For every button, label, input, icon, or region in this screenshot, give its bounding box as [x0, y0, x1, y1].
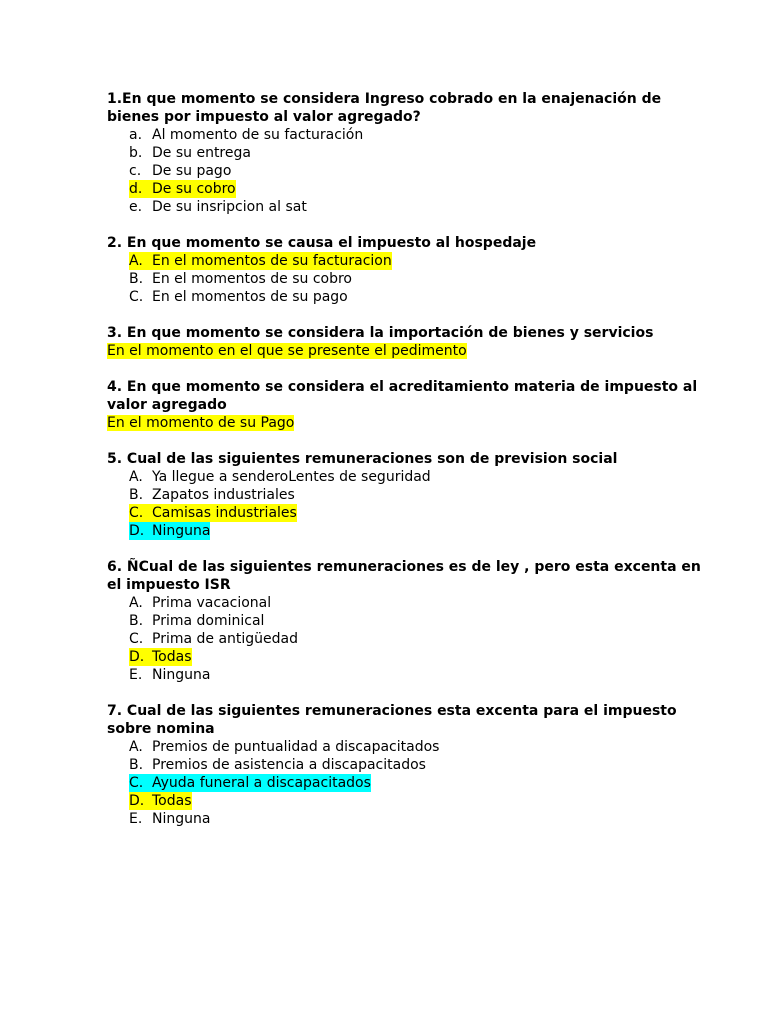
option-marker: C. [129, 631, 144, 647]
highlighted-answer: En el momento en el que se presente el pedimento [107, 343, 467, 359]
question-block [107, 558, 707, 684]
answer-line [107, 414, 707, 432]
option-content [129, 198, 307, 216]
answer-line [107, 342, 707, 360]
option-text: Ayuda funeral a discapacitados [152, 775, 371, 791]
option-content [129, 126, 363, 144]
question-title: 1.En que momento se considera Ingreso cobrado en la enajenación de bienes por impuesto al valor agregado? [107, 91, 666, 125]
highlighted-answer [129, 252, 392, 270]
option-content [129, 270, 352, 288]
option-item [129, 486, 707, 504]
option-text: De su pago [152, 163, 232, 179]
option-content [129, 288, 348, 306]
option-marker: B. [129, 487, 144, 503]
option-marker: E. [129, 811, 143, 827]
option-text: En el momentos de su facturacion [152, 253, 392, 269]
option-marker: d. [129, 181, 143, 197]
option-marker: D. [129, 523, 145, 539]
option-item [129, 468, 707, 486]
question-block [107, 90, 707, 216]
option-list [107, 252, 707, 306]
question-title: 2. En que momento se causa el impuesto al hospedaje [107, 235, 537, 251]
option-content [129, 612, 264, 630]
option-item [129, 504, 707, 522]
option-text: Todas [152, 649, 192, 665]
option-content [129, 738, 439, 756]
option-list [107, 738, 707, 828]
option-item [129, 252, 707, 270]
option-content [129, 810, 210, 828]
highlighted-answer: En el momento de su Pago [107, 415, 295, 431]
option-marker: D. [129, 793, 145, 809]
option-content [129, 630, 298, 648]
option-text: En el momentos de su cobro [152, 271, 352, 287]
option-text: De su cobro [152, 181, 236, 197]
option-marker: C. [129, 289, 144, 305]
option-item [129, 648, 707, 666]
option-text: Ninguna [152, 811, 211, 827]
option-text: Al momento de su facturación [152, 127, 364, 143]
option-marker: e. [129, 199, 143, 215]
option-content [129, 162, 231, 180]
option-marker: b. [129, 145, 143, 161]
option-item [129, 810, 707, 828]
option-text: De su insripcion al sat [152, 199, 307, 215]
option-marker: B. [129, 271, 144, 287]
option-item [129, 630, 707, 648]
question-title: 7. Cual de las siguientes remuneraciones esta excenta para el impuesto sobre nomina [107, 703, 682, 737]
question-title: 4. En que momento se considera el acreditamiento materia de impuesto al valor agregado [107, 379, 703, 413]
option-item [129, 756, 707, 774]
option-text: Prima dominical [152, 613, 265, 629]
option-item [129, 180, 707, 198]
option-marker: c. [129, 163, 142, 179]
option-item [129, 162, 707, 180]
question-block [107, 450, 707, 540]
option-text: Zapatos industriales [152, 487, 295, 503]
option-marker: D. [129, 649, 145, 665]
highlighted-answer [129, 504, 297, 522]
document-content [107, 90, 707, 846]
option-marker: A. [129, 595, 143, 611]
option-text: Ninguna [152, 523, 211, 539]
question-title: 5. Cual de las siguientes remuneraciones son de prevision social [107, 451, 618, 467]
option-item [129, 594, 707, 612]
option-marker: B. [129, 613, 144, 629]
option-text: Ninguna [152, 667, 211, 683]
option-marker: C. [129, 775, 144, 791]
highlighted-answer [129, 648, 192, 666]
question-block [107, 324, 707, 360]
option-text: Ya llegue a senderoLentes de seguridad [152, 469, 431, 485]
option-item [129, 126, 707, 144]
option-list [107, 468, 707, 540]
option-list [107, 594, 707, 684]
highlighted-answer [129, 792, 192, 810]
question-title: 3. En que momento se considera la importación de bienes y servicios [107, 325, 654, 341]
option-text: Prima vacacional [152, 595, 272, 611]
question-block [107, 378, 707, 432]
option-content [129, 756, 426, 774]
option-text: Premios de asistencia a discapacitados [152, 757, 426, 773]
option-marker: A. [129, 253, 143, 269]
option-item [129, 738, 707, 756]
option-item [129, 612, 707, 630]
option-text: De su entrega [152, 145, 251, 161]
option-item [129, 288, 707, 306]
option-text: Prima de antigüedad [152, 631, 299, 647]
option-item [129, 144, 707, 162]
highlighted-answer [129, 774, 371, 792]
option-item [129, 198, 707, 216]
option-marker: A. [129, 469, 143, 485]
question-title: 6. ÑCual de las siguientes remuneraciones es de ley , pero esta excenta en el impuesto ISR [107, 559, 706, 593]
option-item [129, 666, 707, 684]
option-content [129, 144, 251, 162]
option-content [129, 594, 271, 612]
option-marker: E. [129, 667, 143, 683]
option-text: Todas [152, 793, 192, 809]
option-text: Camisas industriales [152, 505, 297, 521]
option-text: En el momentos de su pago [152, 289, 348, 305]
option-item [129, 270, 707, 288]
option-content [129, 468, 431, 486]
option-text: Premios de puntualidad a discapacitados [152, 739, 440, 755]
question-block [107, 702, 707, 828]
option-marker: B. [129, 757, 144, 773]
option-marker: A. [129, 739, 143, 755]
option-item [129, 792, 707, 810]
option-marker: a. [129, 127, 143, 143]
highlighted-answer [129, 180, 236, 198]
option-content [129, 486, 295, 504]
highlighted-answer [129, 522, 210, 540]
option-content [129, 666, 210, 684]
option-item [129, 774, 707, 792]
option-marker: C. [129, 505, 144, 521]
option-item [129, 522, 707, 540]
question-block [107, 234, 707, 306]
option-list [107, 126, 707, 216]
